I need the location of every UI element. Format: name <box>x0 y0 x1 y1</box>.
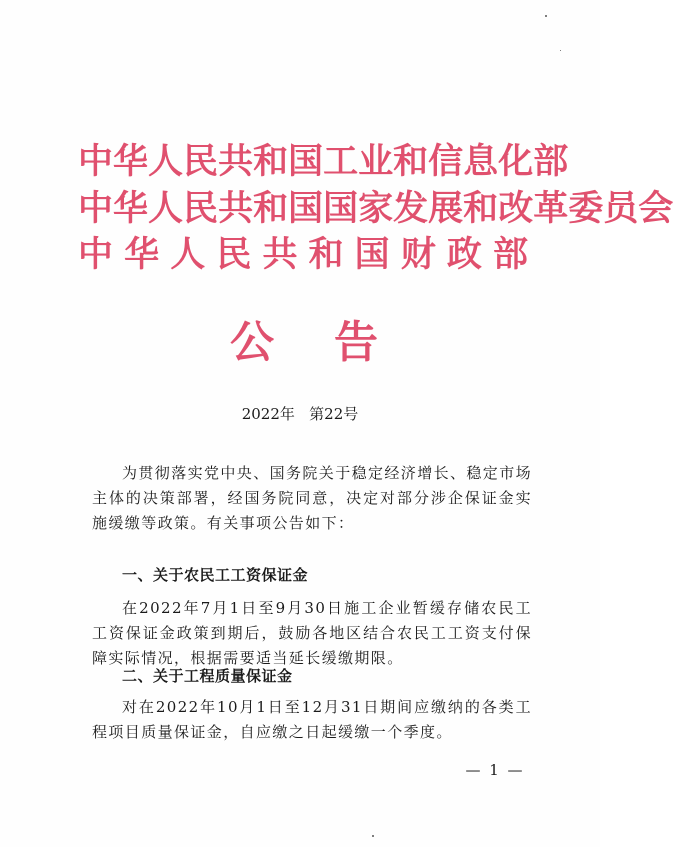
title-char: 告 <box>334 317 378 368</box>
section-1-body: 在2022年7月1日至9月30日施工企业暂缓存储农民工工资保证金政策到期后，鼓励各地区结合农民工工资支付保障实际情况，根据需要适当延长缓缴期限。 <box>92 599 532 667</box>
title-char: 国 <box>288 142 324 182</box>
title-char: 华 <box>113 189 149 229</box>
title-char: 家 <box>358 189 394 229</box>
title-char: 人 <box>148 189 184 229</box>
title-char: 中 <box>78 235 114 275</box>
issuer-line-miit <box>78 140 569 184</box>
title-char: 发 <box>393 189 429 229</box>
title-char: 和 <box>308 235 344 275</box>
title-char: 财 <box>400 235 436 275</box>
title-char: 展 <box>428 189 464 229</box>
section-2-body: 对在2022年10月1日至12月31日期间应缴纳的各类工程项目质量保证金，自应缴之日起缓缴一个季度。 <box>92 698 532 741</box>
scan-speck <box>545 15 547 17</box>
title-char: 和 <box>393 142 429 182</box>
title-char: 华 <box>113 142 149 182</box>
scan-speck <box>372 835 374 837</box>
section-2-heading: 二、关于工程质量保证金 <box>122 667 293 685</box>
title-char: 国 <box>323 189 359 229</box>
title-char: 和 <box>463 189 499 229</box>
title-char: 工 <box>323 142 359 182</box>
title-char: 化 <box>498 142 534 182</box>
title-char: 华 <box>124 235 160 275</box>
title-char: 会 <box>638 189 673 229</box>
title-char: 员 <box>603 189 639 229</box>
title-char: 共 <box>218 142 254 182</box>
document-number: 2022年 第22号 <box>241 405 359 423</box>
title-char: 改 <box>498 189 534 229</box>
title-char: 人 <box>170 235 206 275</box>
intro-paragraph: 为贯彻落实党中央、国务院关于稳定经济增长、稳定市场主体的决策部署，经国务院同意，决定对部分涉企保证金实施缓缴等政策。有关事项公告如下： <box>92 464 533 532</box>
title-char: 公 <box>230 317 274 368</box>
page-number: — 1 — <box>465 761 525 779</box>
title-char: 共 <box>262 235 298 275</box>
title-char: 中 <box>78 142 114 182</box>
title-char: 部 <box>492 235 528 275</box>
document-type-title <box>230 318 378 368</box>
title-char: 共 <box>218 189 254 229</box>
issuer-line-ndrc <box>78 187 673 231</box>
title-char: 革 <box>533 189 569 229</box>
section-1-heading: 一、关于农民工工资保证金 <box>122 566 309 584</box>
title-char: 和 <box>253 142 289 182</box>
title-char: 信 <box>428 142 464 182</box>
title-char: 业 <box>358 142 394 182</box>
title-char: 委 <box>568 189 604 229</box>
title-char: 民 <box>183 189 219 229</box>
title-char: 民 <box>216 235 252 275</box>
title-char: 民 <box>183 142 219 182</box>
title-char: 人 <box>148 142 184 182</box>
title-char: 中 <box>78 189 114 229</box>
title-char: 政 <box>446 235 482 275</box>
scan-speck <box>560 50 561 51</box>
title-char: 和 <box>253 189 289 229</box>
title-char: 国 <box>354 235 390 275</box>
issuer-line-mof <box>78 233 528 277</box>
title-char: 部 <box>533 142 569 182</box>
title-char: 息 <box>463 142 499 182</box>
title-char: 国 <box>288 189 324 229</box>
